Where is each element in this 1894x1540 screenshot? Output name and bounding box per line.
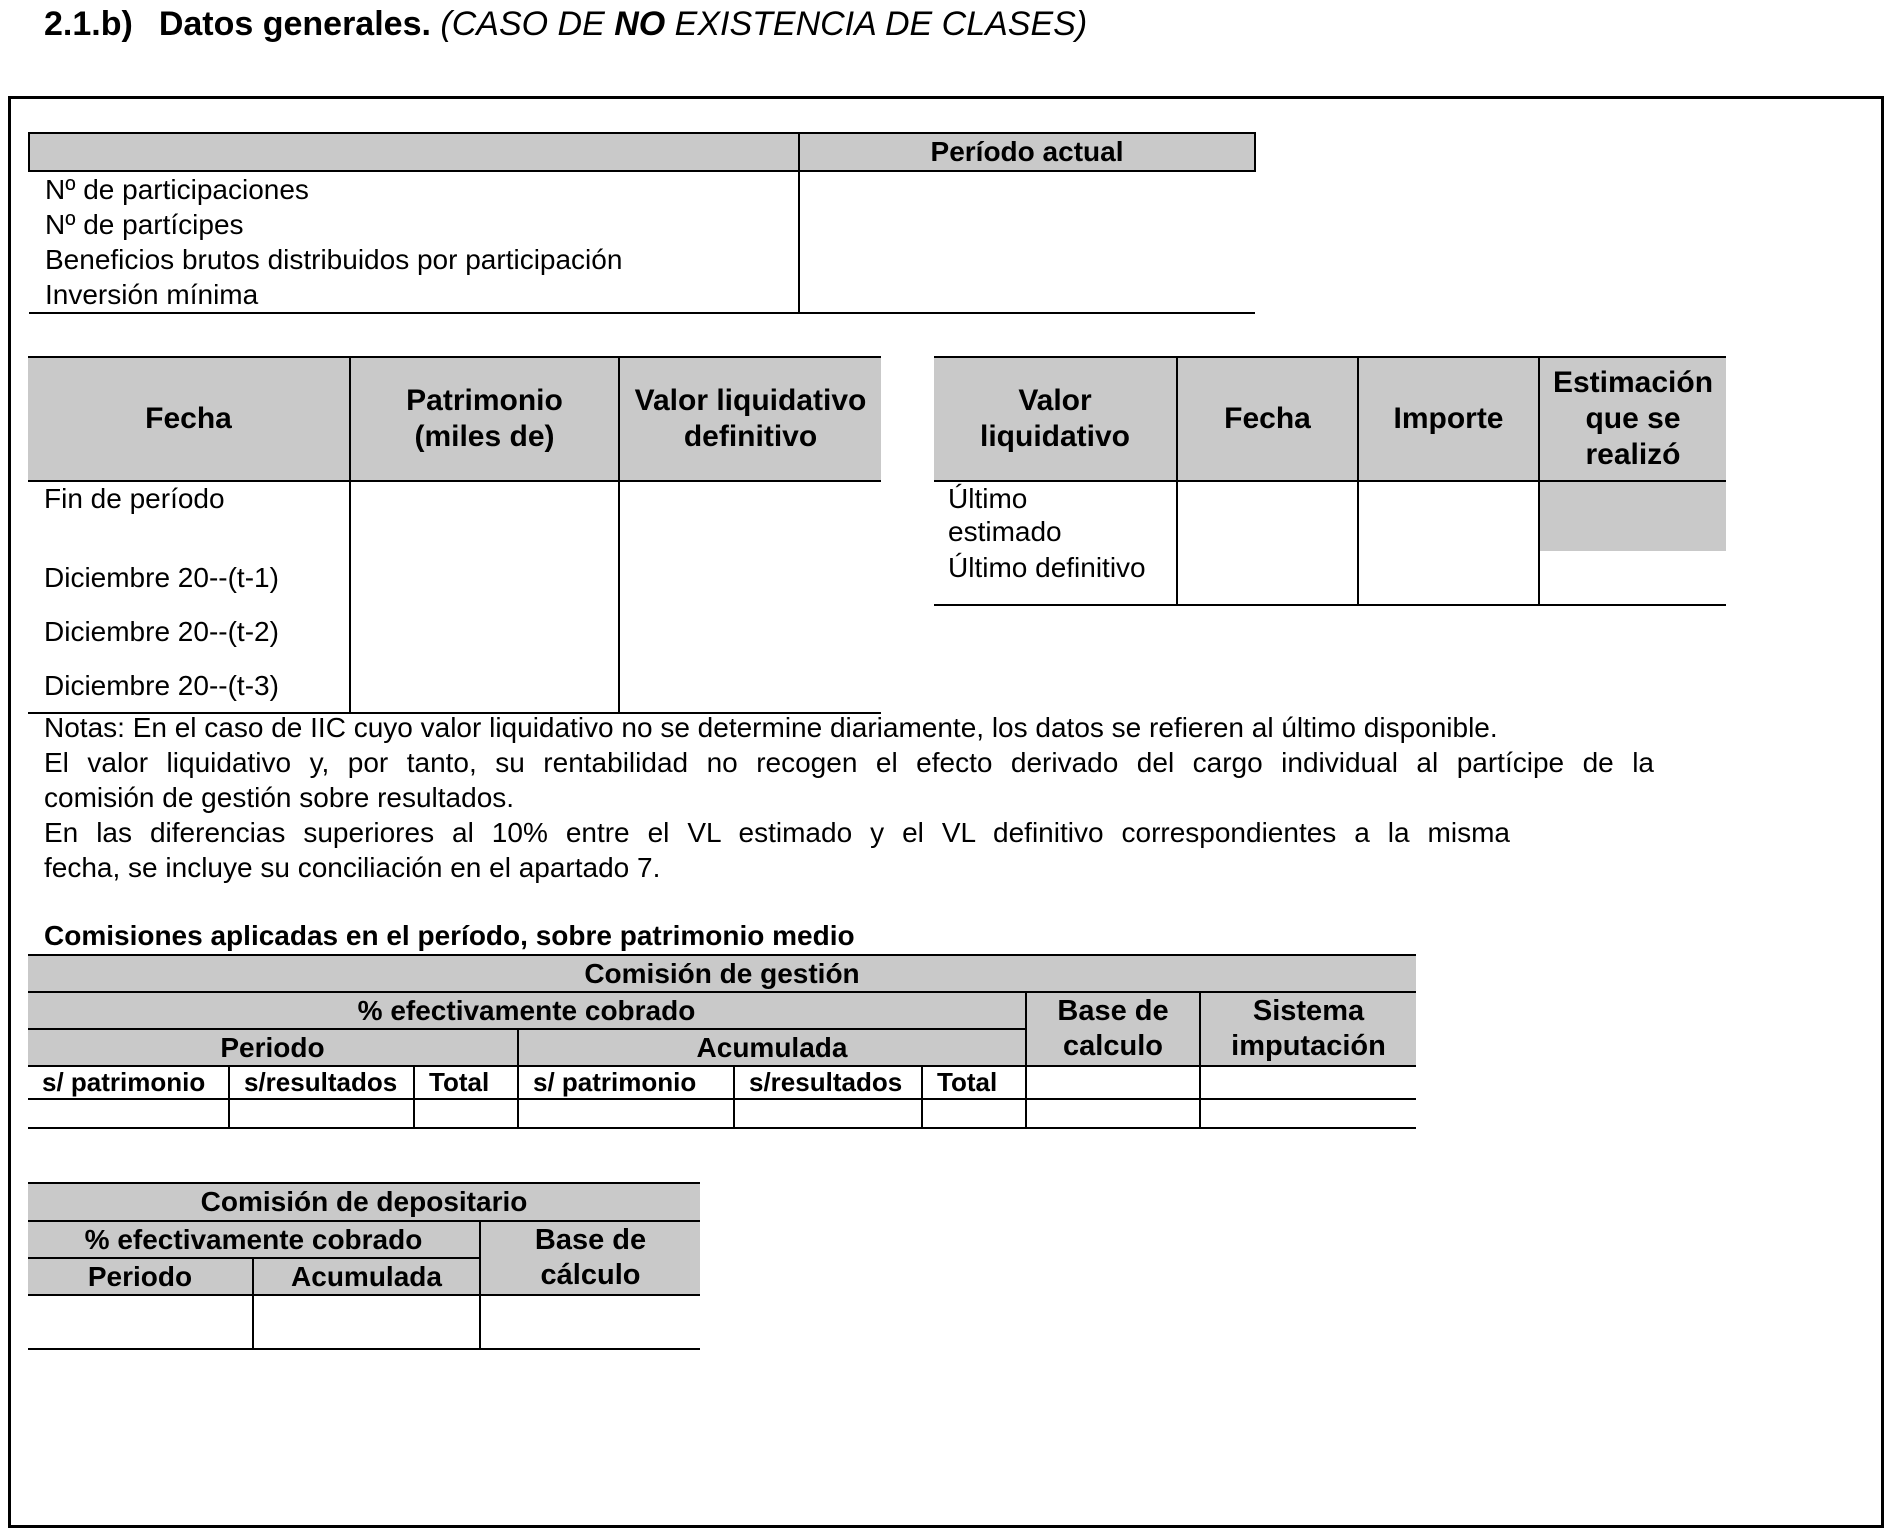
section-title: Datos generales. <box>158 5 431 43</box>
patrimonio-values-cell[interactable] <box>350 481 619 713</box>
importe-header: Importe <box>1358 357 1539 481</box>
valor-liquidativo-table <box>934 356 1726 606</box>
value-sistema-imputacion[interactable] <box>1200 1099 1416 1128</box>
fecha-header-2: Fecha <box>1177 357 1358 481</box>
comision-depositario-title: Comisión de depositario <box>28 1183 700 1221</box>
note-line-4: En las diferencias superiores al 10% entre el VL estimado y el VL definitivo correspondientes a la misma <box>44 817 1510 848</box>
note-line-1: Notas: En el caso de IIC cuyo valor liquidativo no se determine diariamente, los datos se refieren al último disponible. <box>44 712 1498 743</box>
periodo-header-2: Periodo <box>28 1258 253 1295</box>
value-periodo-depositario[interactable] <box>28 1295 253 1349</box>
notes-block <box>44 710 1654 885</box>
comision-gestion-table <box>28 954 1416 1129</box>
periodo-actual-table <box>28 132 1256 314</box>
fecha-header: Fecha <box>28 357 350 481</box>
periodo-header: Periodo <box>28 1029 518 1066</box>
sistema-imputacion-value-top[interactable] <box>1200 1066 1416 1099</box>
sub-total-periodo: Total <box>414 1066 518 1099</box>
row-diciembre-t1: Diciembre 20--(t-1) <box>44 562 279 593</box>
valor-liquidativo-values-cell[interactable] <box>619 481 881 713</box>
value-acumulada-depositario[interactable] <box>253 1295 480 1349</box>
sub-patrimonio-acumulada: s/ patrimonio <box>518 1066 734 1099</box>
sub-patrimonio-periodo: s/ patrimonio <box>28 1066 229 1099</box>
blank-header-cell <box>29 133 799 171</box>
value-base-calculo-depositario[interactable] <box>480 1295 700 1349</box>
row-beneficios: Beneficios brutos distribuidos por participación <box>45 244 623 275</box>
sistema-imputacion-header: Sistema imputación <box>1200 992 1416 1066</box>
efectivamente-cobrado-header-2: % efectivamente cobrado <box>28 1221 480 1258</box>
valor-liquidativo-header: Valor liquidativo definitivo <box>619 357 881 481</box>
periodo-actual-values-cell[interactable] <box>799 171 1255 313</box>
base-calculo-header-2: Base de cálculo <box>480 1221 700 1295</box>
fecha-patrimonio-table <box>28 356 881 714</box>
sub-resultados-periodo: s/resultados <box>229 1066 414 1099</box>
estimacion-value-cell[interactable] <box>1539 551 1726 605</box>
base-calculo-value-top[interactable] <box>1026 1066 1200 1099</box>
value-patrimonio-periodo[interactable] <box>28 1099 229 1128</box>
estimacion-shaded-cell <box>1539 481 1726 551</box>
note-line-3: comisión de gestión sobre resultados. <box>44 782 515 813</box>
valor-liquidativo-header-2: Valor liquidativo <box>934 357 1177 481</box>
value-resultados-periodo[interactable] <box>229 1099 414 1128</box>
section-number: 2.1.b) <box>44 5 133 43</box>
comision-gestion-title: Comisión de gestión <box>28 955 1416 992</box>
base-calculo-header: Base de calculo <box>1026 992 1200 1066</box>
sub-resultados-acumulada: s/resultados <box>734 1066 922 1099</box>
row-fin-periodo: Fin de período <box>44 483 225 514</box>
value-patrimonio-acumulada[interactable] <box>518 1099 734 1128</box>
acumulada-header: Acumulada <box>518 1029 1026 1066</box>
row-diciembre-t3: Diciembre 20--(t-3) <box>28 659 350 713</box>
sub-total-acumulada: Total <box>922 1066 1026 1099</box>
acumulada-header-2: Acumulada <box>253 1258 480 1295</box>
section-subtitle: (CASO DE NO EXISTENCIA DE CLASES) <box>440 5 1088 43</box>
importe-values-cell[interactable] <box>1358 481 1539 605</box>
table1-row-labels <box>29 171 799 313</box>
value-resultados-acumulada[interactable] <box>734 1099 922 1128</box>
row-participes: Nº de partícipes <box>45 209 244 240</box>
section-heading <box>44 2 1087 46</box>
value-total-acumulada[interactable] <box>922 1099 1026 1128</box>
periodo-actual-header: Período actual <box>799 133 1255 171</box>
row-ultimo-definitivo: Último definitivo <box>934 551 1177 605</box>
note-line-2: El valor liquidativo y, por tanto, su rentabilidad no recogen el efecto derivado del cargo individual al partícipe de la <box>44 747 1654 778</box>
row-diciembre-t2: Diciembre 20--(t-2) <box>44 616 279 647</box>
row-inversion-minima: Inversión mínima <box>45 279 259 310</box>
comisiones-title: Comisiones aplicadas en el período, sobre patrimonio medio <box>44 920 855 951</box>
row-participaciones: Nº de participaciones <box>45 174 309 205</box>
efectivamente-cobrado-header: % efectivamente cobrado <box>28 992 1026 1029</box>
note-line-5: fecha, se incluye su conciliación en el apartado 7. <box>44 852 661 883</box>
value-total-periodo[interactable] <box>414 1099 518 1128</box>
value-base-calculo[interactable] <box>1026 1099 1200 1128</box>
table3-bottom-rule <box>934 605 1539 606</box>
patrimonio-header: Patrimonio (miles de) <box>350 357 619 481</box>
fecha-values-cell[interactable] <box>1177 481 1358 605</box>
row-ultimo-estimado: Último estimado <box>948 483 1062 547</box>
estimacion-header: Estimación que se realizó <box>1539 357 1726 481</box>
comision-depositario-table <box>28 1182 700 1350</box>
